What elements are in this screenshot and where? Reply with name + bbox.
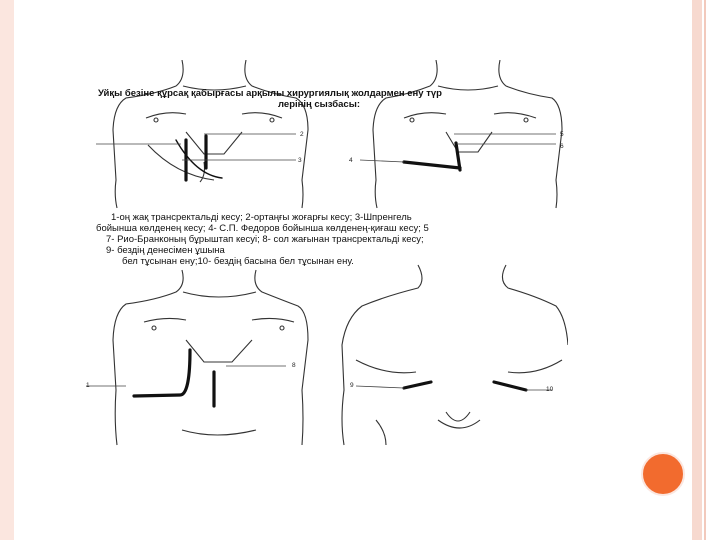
fig-number-9: 9 (350, 382, 354, 389)
incision-lumbar-head (494, 382, 526, 390)
fig-number-2: 2 (300, 131, 304, 138)
legend-line-2: бойынша көлденең кесу; 4- С.П. Федоров бойынша көлденең-қиғаш кесу; 5 (96, 223, 429, 234)
incision-fedorov-vertical (456, 143, 460, 170)
legend-line-1: 1-оң жақ трансректальді кесу; 2-ортаңғы жоғарғы кесу; 3-Шпренгель (111, 212, 412, 223)
fig-number-1: 1 (86, 382, 90, 389)
torso-figure-3 (113, 270, 308, 445)
fig-number-8: 8 (292, 362, 296, 369)
incision-fedorov-oblique (404, 162, 460, 168)
diagram-title-line-2: лерінің сызбасы: (278, 99, 360, 110)
diagram-title-line-1: Уйқы безіне құрсақ қабырғасы арқылы хирургиялық жолдармен ену түр (98, 88, 442, 99)
incision-rio-branco (134, 350, 190, 396)
incision-lumbar-body (404, 382, 431, 388)
legend-line-3: 7- Рио-Бранконың бұрыштап кесуі; 8- сол жағынан трансректальді кесу; (106, 234, 424, 245)
legend-line-4: 9- бездің денесімен ұшына (106, 245, 225, 256)
back-figure-4 (342, 265, 568, 445)
right-decor-line (704, 0, 706, 540)
right-decor-frame (692, 0, 702, 540)
left-decor-bar (0, 0, 14, 540)
fig-number-3: 3 (298, 157, 302, 164)
accent-circle (641, 452, 685, 496)
fig-number-10: 10 (546, 386, 554, 393)
fig-number-6: 6 (560, 143, 564, 150)
incision-sprengel (176, 140, 222, 178)
fig-number-4: 4 (349, 157, 353, 164)
legend-line-5: бел тұсынан ену;10- бездің басына бел тұсынан ену. (122, 256, 354, 267)
fig-number-5: 5 (560, 131, 564, 138)
